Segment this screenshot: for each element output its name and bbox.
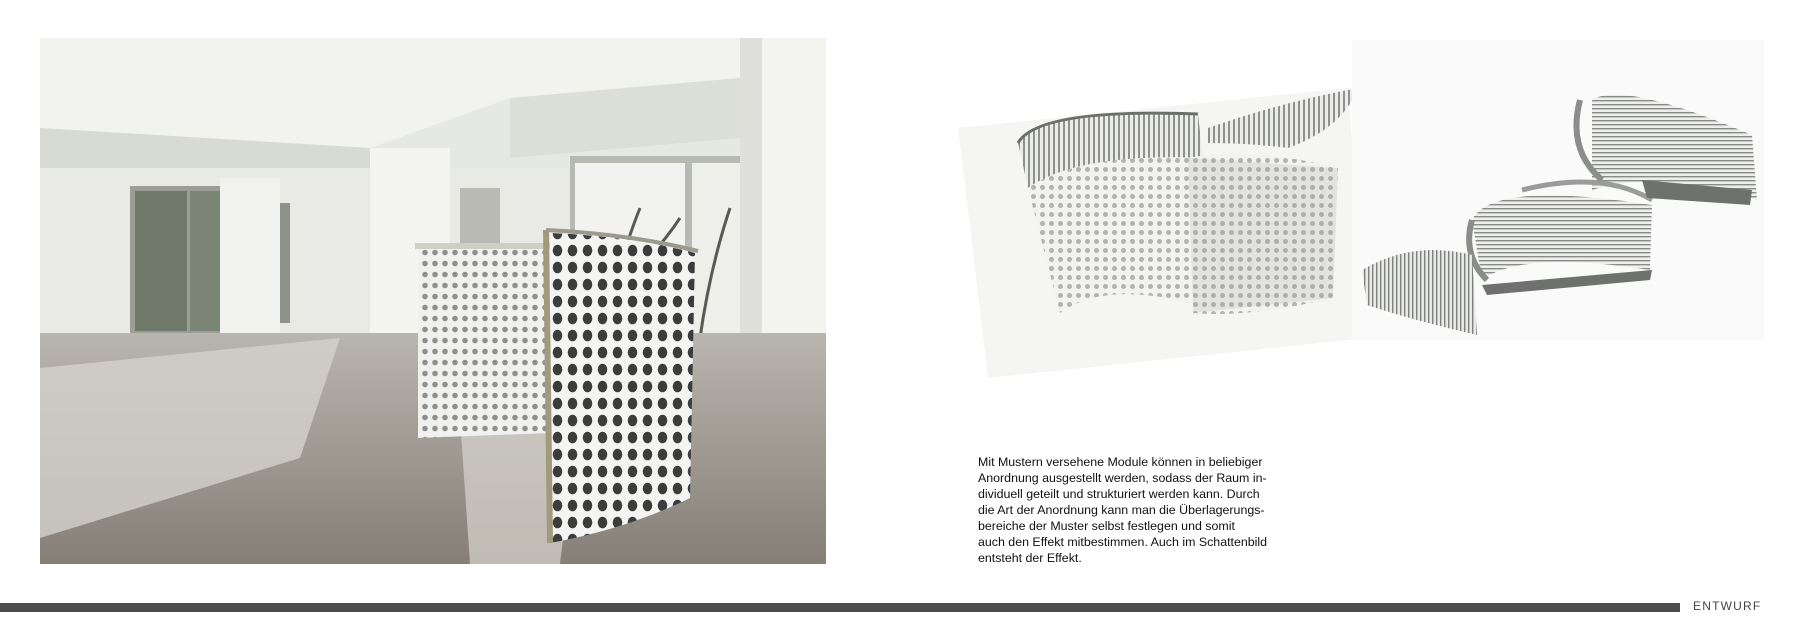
footer-bar <box>0 603 1680 612</box>
caption-text <box>978 454 1308 566</box>
section-label: ENTWURF <box>1693 599 1762 613</box>
caption-line: Anordnung ausgestellt werden, sodass der Raum in- <box>978 471 1267 485</box>
caption-line: bereiche der Muster selbst festlegen und somit <box>978 519 1235 533</box>
caption-line: entsteht der Effekt. <box>978 551 1082 565</box>
room-photo <box>40 38 826 564</box>
caption-line: die Art der Anordnung kann man die Überlagerungs- <box>978 503 1265 517</box>
caption-line: dividuell geteilt und strukturiert werden kann. Durch <box>978 487 1260 501</box>
caption-line: Mit Mustern versehene Module können in beliebiger <box>978 455 1263 469</box>
caption-line: auch den Effekt mitbestimmen. Auch im Schattenbild <box>978 535 1268 549</box>
model-photo-left <box>948 48 1378 388</box>
model-photo-right <box>1352 40 1764 340</box>
